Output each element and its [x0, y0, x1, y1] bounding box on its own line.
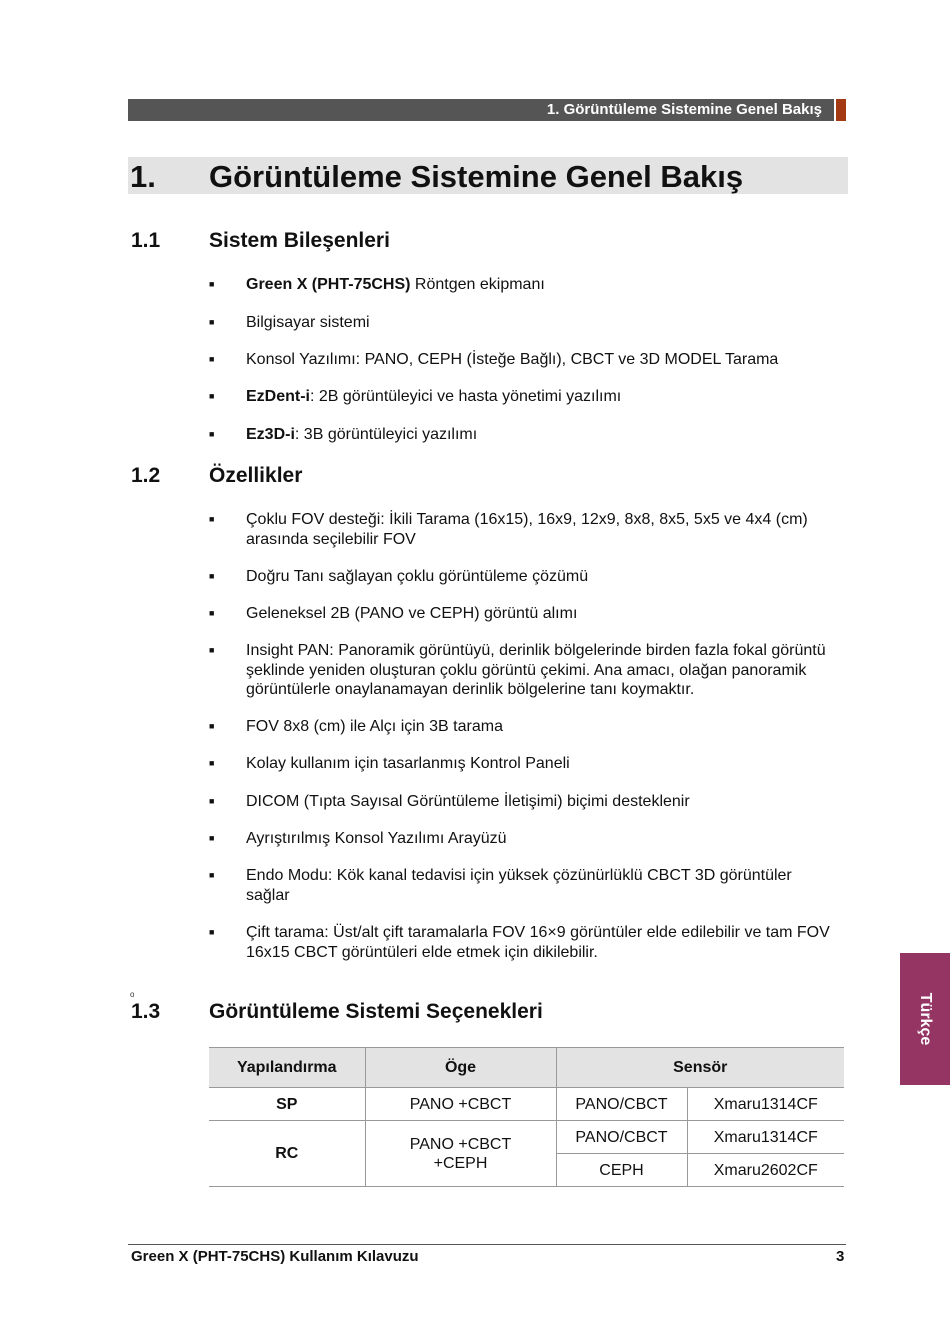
table-cell-sensor-model: Xmaru2602CF [687, 1154, 844, 1187]
table-cell-item-text: PANO +CBCT +CEPH [409, 1135, 512, 1172]
footer-divider [128, 1244, 846, 1245]
table-cell-sensor-model: Xmaru1314CF [687, 1088, 844, 1121]
list-item-text: Kolay kullanım için tasarlanmış Kontrol Paneli [246, 755, 570, 772]
table-cell-item [365, 1121, 556, 1187]
bullet-icon: ■ [209, 608, 215, 618]
section-number: 1.1 [131, 229, 161, 252]
chapter-number: 1. [130, 159, 156, 194]
list-item-bold: EzDent-i [246, 388, 310, 405]
list-item-text: Konsol Yazılımı: PANO, CEPH (İsteğe Bağlı), CBCT ve 3D MODEL Tarama [246, 351, 779, 368]
bullet-icon: ■ [209, 758, 215, 768]
list-item-text: Endo Modu: Kök kanal tedavisi için yüksek çözünürlüklü CBCT 3D görüntüler sağlar [246, 867, 792, 904]
chapter-title: Görüntüleme Sistemine Genel Bakış [209, 159, 744, 194]
bullet-icon: ■ [209, 429, 215, 439]
list-item-text: Çoklu FOV desteği: İkili Tarama (16x15), 16x9, 12x9, 8x8, 8x5, 5x5 ve 4x4 (cm) arasında seçilebilir FOV [246, 511, 808, 548]
table-row [209, 1088, 844, 1121]
list-item-bold: Green X (PHT-75CHS) [246, 276, 411, 293]
header-accent-block [836, 99, 846, 121]
bullet-icon: ■ [209, 317, 215, 327]
language-tab [900, 953, 950, 1085]
bullet-icon: ■ [209, 833, 215, 843]
table-cell-sensor-mode: PANO/CBCT [556, 1121, 687, 1154]
list-item-bold: Ez3D-i [246, 426, 295, 443]
table-header-cell: Öge [365, 1048, 556, 1088]
table-header-row [209, 1048, 844, 1088]
chapter-heading [128, 157, 848, 194]
footer-manual-title [131, 1248, 419, 1265]
section-title: Görüntüleme Sistemi Seçenekleri [209, 1000, 543, 1023]
list-item-text: Ayrıştırılmış Konsol Yazılımı Arayüzü [246, 830, 507, 847]
table-header-cell: Yapılandırma [209, 1048, 365, 1088]
list-item-text: DICOM (Tıpta Sayısal Görüntüleme İletişimi) biçimi desteklenir [246, 793, 690, 810]
running-header-title: 1. Görüntüleme Sistemine Genel Bakış [546, 101, 822, 118]
bullet-icon: ■ [209, 514, 215, 524]
options-table [209, 1047, 844, 1187]
table-cell-sensor-mode: CEPH [556, 1154, 687, 1187]
bullet-icon: ■ [209, 927, 215, 937]
section-number: 1.2 [131, 464, 161, 487]
list-item-text: FOV 8x8 (cm) ile Alçı için 3B tarama [246, 718, 503, 735]
table-row [209, 1121, 844, 1154]
table-cell-sensor-model: Xmaru1314CF [687, 1121, 844, 1154]
table-cell-config: SP [209, 1088, 365, 1121]
bullet-icon: ■ [209, 571, 215, 581]
list-item-text: : 2B görüntüleyici ve hasta yönetimi yazılımı [310, 388, 622, 405]
table-header-cell: Sensör [556, 1048, 844, 1088]
running-header [128, 99, 834, 121]
bullet-icon: ■ [209, 645, 215, 655]
bullet-icon: ■ [209, 391, 215, 401]
footer-suffix: ) Kullanım Kılavuzu [280, 1248, 419, 1265]
bullet-icon: ■ [209, 796, 215, 806]
bullet-icon: ■ [209, 354, 215, 364]
list-item-text: Geleneksel 2B (PANO ve CEPH) görüntü alımı [246, 605, 578, 622]
list-item-text: Doğru Tanı sağlayan çoklu görüntüleme çözümü [246, 568, 589, 585]
footer-prefix: Green X ( [131, 1248, 198, 1265]
list-item-text: : 3B görüntüleyici yazılımı [294, 426, 478, 443]
section-title: Sistem Bileşenleri [209, 229, 390, 252]
list-item-text: Bilgisayar sistemi [246, 314, 370, 331]
list-item-text: Röntgen ekipmanı [410, 276, 545, 293]
bullet-icon: ■ [209, 870, 215, 880]
list-item-text: Çift tarama: Üst/alt çift taramalarla FOV 16×9 görüntüler elde edilebilir ve tam FOV 16x15 CBCT görüntüleri elde etmek için dikilebilir. [246, 924, 830, 961]
stray-mark: o [130, 990, 135, 999]
table-cell-sensor-mode: PANO/CBCT [556, 1088, 687, 1121]
page-number: 3 [836, 1248, 845, 1265]
section-title: Özellikler [209, 464, 303, 487]
bullet-icon: ■ [209, 721, 215, 731]
bullet-icon: ■ [209, 279, 215, 289]
footer-model: PHT-75CHS [197, 1248, 281, 1265]
table-cell-config: RC [209, 1121, 365, 1187]
language-tab-label: Türkçe [917, 992, 934, 1046]
table-cell-item: PANO +CBCT [365, 1088, 556, 1121]
list-item-text: Insight PAN: Panoramik görüntüyü, derinlik bölgelerinde birden fazla fokal görüntü şeklinde yeniden oluşturan çoklu görüntü çekimi. Ana amacı, olağan panoramik görüntülerle onaylanamayan derinlik bölgelerine tanı koymaktır. [246, 642, 826, 698]
section-number: 1.3 [131, 1000, 161, 1023]
